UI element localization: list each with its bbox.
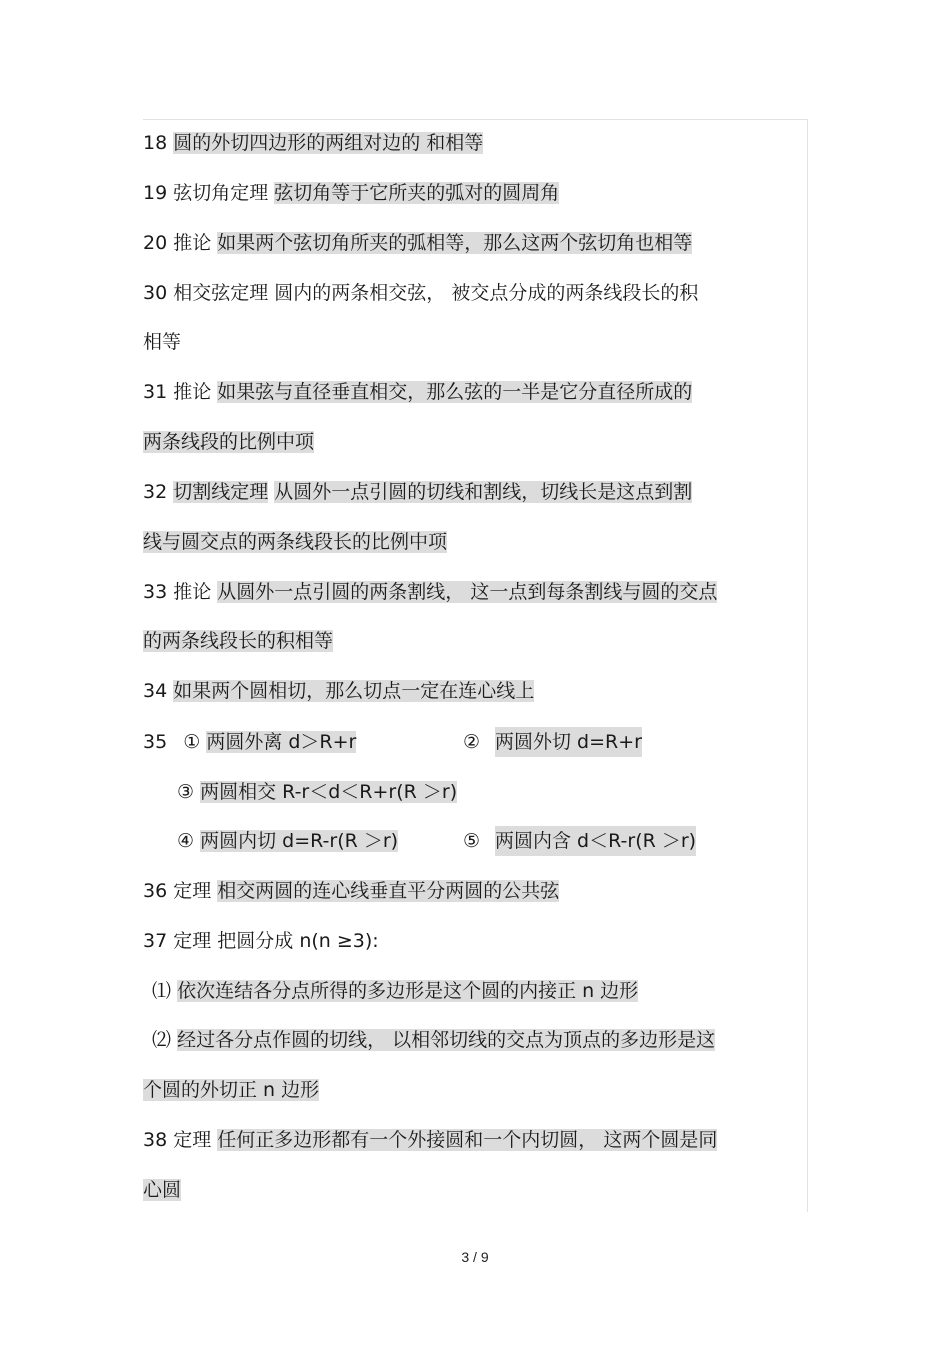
item-38 (143, 1125, 717, 1155)
item-32 (143, 477, 692, 507)
item-text-continued: 的两条线段长的积相等 (143, 630, 334, 652)
item-35-row-1 (143, 727, 642, 757)
item-text: 如果弦与直径垂直相交，那么弦的一半是它分直径所成的 (217, 381, 693, 403)
item-20 (143, 228, 692, 258)
item-37-sub-2 (152, 1025, 715, 1055)
sub-mark: ⑵ (152, 1029, 172, 1051)
item-label: 推论 (173, 232, 212, 254)
item-number: 35 (143, 731, 168, 753)
circled-mark: ④ (177, 830, 195, 852)
item-number: 32 (143, 481, 168, 503)
item-text: 把圆分成 n(n ≥3): (217, 930, 379, 952)
item-number: 38 (143, 1129, 168, 1151)
item-label: 定理 (173, 1129, 212, 1151)
item-36 (143, 876, 559, 906)
circled-mark: ③ (177, 781, 195, 803)
item-text: 弦切角等于它所夹的弧对的圆周角 (274, 182, 560, 204)
circled-mark: ① (183, 731, 201, 753)
item-text: 任何正多边形都有一个外接圆和一个内切圆， 这两个圆是同 (217, 1129, 718, 1151)
item-label: 弦切角定理 (173, 182, 269, 204)
item-35-row-2 (177, 777, 457, 807)
circle-relation: 两圆外离 d＞R+r (206, 731, 357, 753)
item-number: 33 (143, 581, 168, 603)
item-37-sub-1 (152, 976, 638, 1006)
item-number: 34 (143, 680, 168, 702)
item-text: 相交两圆的连心线垂直平分两圆的公共弦 (217, 880, 560, 902)
circled-mark: ⑤ (463, 830, 481, 852)
item-number: 19 (143, 182, 168, 204)
item-number: 31 (143, 381, 168, 403)
item-31 (143, 377, 692, 407)
item-33-continued (143, 626, 333, 656)
item-number: 37 (143, 930, 168, 952)
circle-relation: 两圆外切 d=R+r (495, 727, 642, 757)
item-text-continued: 两条线段的比例中项 (143, 431, 315, 453)
item-35-row-3 (177, 826, 697, 856)
circle-relation: 两圆内切 d=R-r(R ＞r) (200, 830, 399, 852)
item-label: 定理 (173, 930, 212, 952)
item-text-continued: 心圆 (143, 1179, 182, 1201)
item-number: 20 (143, 232, 168, 254)
item-32-continued (143, 527, 447, 557)
circle-relation: 两圆内含 d＜R-r(R ＞r) (495, 826, 696, 856)
item-33 (143, 577, 717, 607)
item-text-continued: 相等 (143, 331, 182, 353)
item-label: 相交弦定理 (173, 282, 269, 304)
item-text: 从圆外一点引圆的切线和割线，切线长是这点到割 (274, 481, 693, 503)
item-label: 切割线定理 (173, 481, 269, 503)
sub-text-continued: 个圆的外切正 n 边形 (143, 1079, 320, 1101)
item-text: 圆的外切四边形的两组对边的 和相等 (173, 132, 484, 154)
item-34 (143, 676, 534, 706)
item-18 (143, 128, 483, 158)
item-30 (143, 278, 698, 308)
item-number: 36 (143, 880, 168, 902)
item-text: 如果两个圆相切，那么切点一定在连心线上 (173, 680, 535, 702)
sub-text: 经过各分点作圆的切线， 以相邻切线的交点为顶点的多边形是这 (177, 1029, 716, 1051)
item-37 (143, 926, 379, 956)
item-text: 圆内的两条相交弦， 被交点分成的两条线段长的积 (274, 282, 699, 304)
item-19 (143, 178, 559, 208)
item-30-continued (143, 327, 181, 357)
item-37-sub-2-continued (143, 1075, 319, 1105)
circle-relation: 两圆相交 R-r＜d＜R+r(R ＞r) (200, 781, 458, 803)
item-31-continued (143, 427, 314, 457)
circled-mark: ② (463, 731, 481, 753)
item-text: 从圆外一点引圆的两条割线， 这一点到每条割线与圆的交点 (217, 581, 718, 603)
sub-mark: ⑴ (152, 980, 172, 1002)
sub-text: 依次连结各分点所得的多边形是这个圆的内接正 n 边形 (177, 980, 639, 1002)
item-text: 如果两个弦切角所夹的弧相等，那么这两个弦切角也相等 (217, 232, 693, 254)
item-label: 定理 (173, 880, 212, 902)
item-label: 推论 (173, 581, 212, 603)
item-38-continued (143, 1175, 181, 1205)
item-text-continued: 线与圆交点的两条线段长的比例中项 (143, 531, 448, 553)
item-number: 30 (143, 282, 168, 304)
page-number: 3 / 9 (461, 1249, 489, 1265)
item-number: 18 (143, 132, 168, 154)
item-label: 推论 (173, 381, 212, 403)
